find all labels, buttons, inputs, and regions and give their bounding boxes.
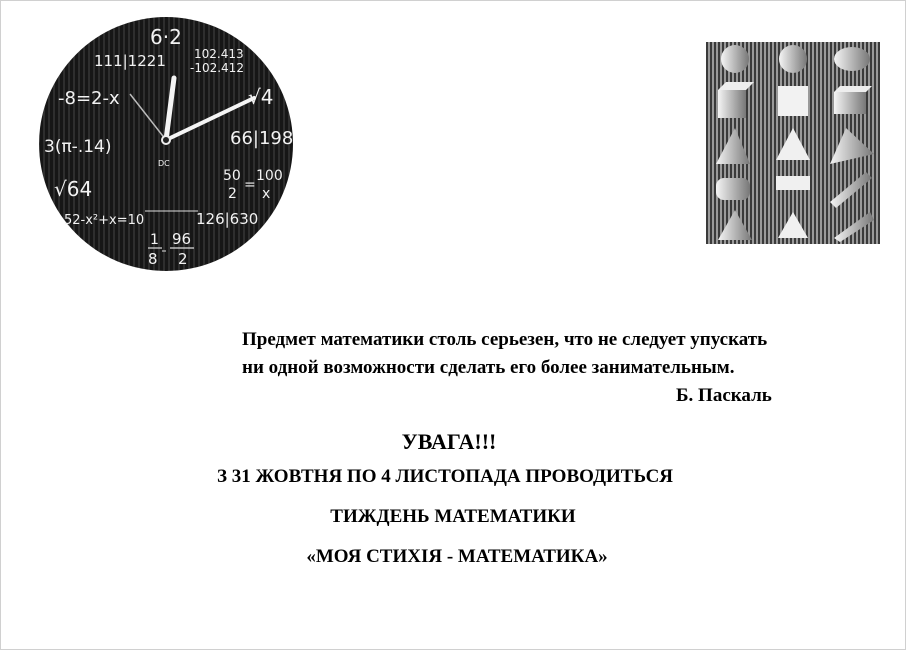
clock-right3-rden: x (262, 186, 271, 202)
clock-bottom2-num: 96 (172, 230, 192, 248)
clock-top: 6·2 (150, 25, 182, 49)
clock-left1: -8=2-x (58, 88, 120, 109)
clock-center-label: DC (158, 159, 170, 168)
clock-left3: √64 (54, 177, 93, 201)
clock-bottom2-den: 2 (178, 250, 188, 268)
clock-right3-rnum: 100 (256, 168, 283, 184)
quote (242, 326, 882, 382)
attention-heading: УВАГА!!! (401, 429, 497, 454)
clock-right2: 66|198 (230, 128, 294, 149)
clock-row1-right-top: 102.413 (194, 47, 244, 61)
math-clock-icon (38, 16, 294, 272)
quote-line-1: Предмет математики столь серьезен, что не следует упускать (242, 329, 768, 350)
event-dates: З 31 ЖОВТНЯ ПО 4 ЛИСТОПАДА ПРОВОДИТЬСЯ (216, 466, 674, 487)
clock-right3-eq: = (244, 177, 256, 193)
clock-row1-right-bottom: -102.412 (190, 61, 244, 75)
quote-line-2: ни одной возможности сделать его более занимательным. (242, 357, 735, 378)
clock-left2: 3(π-.14) (44, 137, 112, 157)
clock-right3-num: 50 (223, 168, 241, 184)
clock-row1-left: 111|1221 (94, 52, 166, 70)
quote-author: Б. Паскаль (676, 385, 772, 406)
clock-left4: 52-x²+x=10 (64, 213, 145, 228)
clock-bottom1-num: 1 (150, 232, 159, 248)
clock-right1: √4 (248, 85, 274, 109)
clock-right4: 126|630 (196, 210, 259, 228)
clock-right3-den: 2 (228, 186, 237, 202)
geometric-shapes-icon (706, 42, 880, 244)
clock-bottom1-den: 8 (148, 250, 158, 268)
event-name: ТИЖДЕНЬ МАТЕМАТИКИ (330, 506, 576, 527)
event-theme: «МОЯ СТИХІЯ - МАТЕМАТИКА» (306, 546, 608, 567)
